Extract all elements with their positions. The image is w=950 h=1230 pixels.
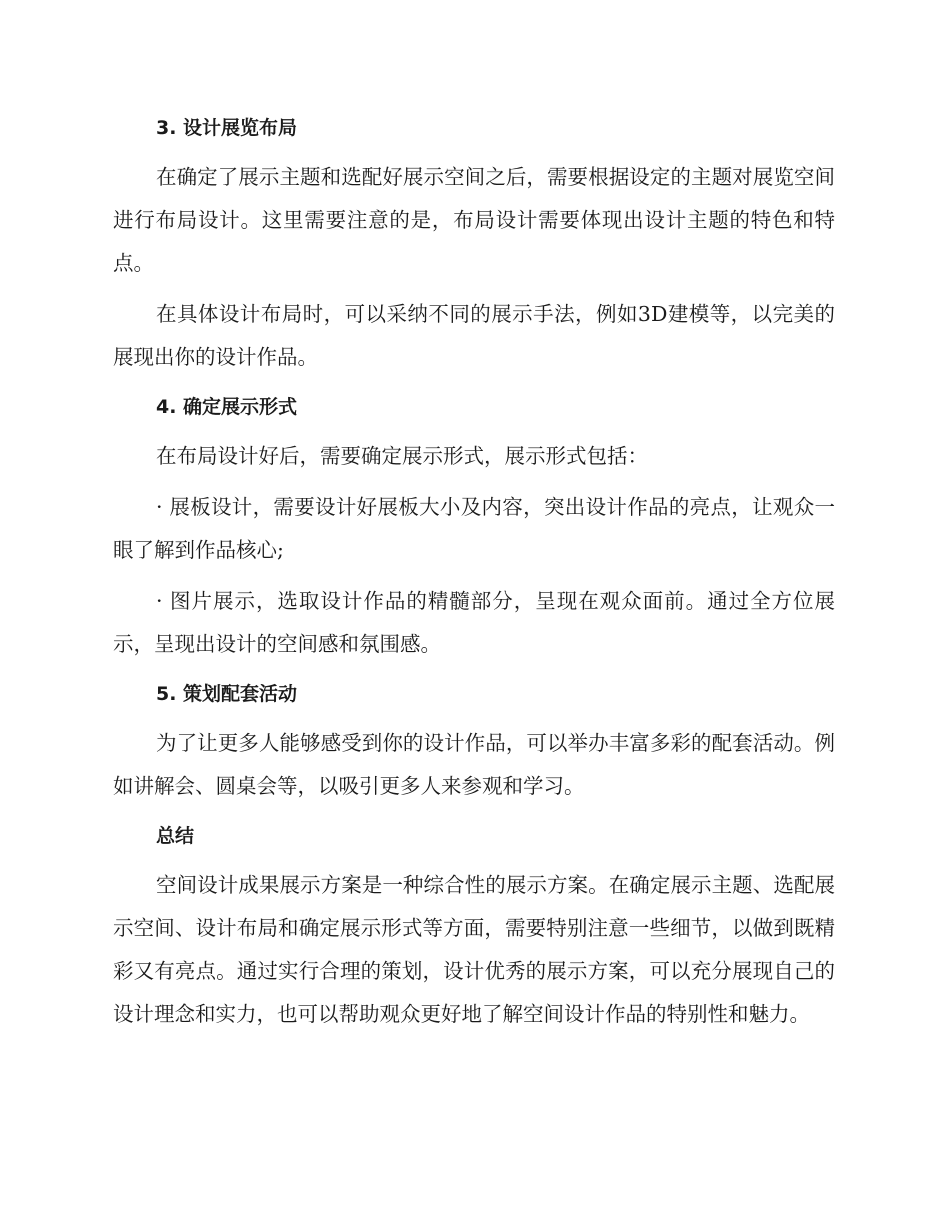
- section-3-paragraph-2: 在具体设计布局时，可以采纳不同的展示手法，例如3D建模等，以完美的展现出你的设计作品。: [113, 302, 835, 369]
- section-4-heading: 4. 确定展示形式: [156, 396, 298, 418]
- section-4-bullet-2: · 图片展示，选取设计作品的精髓部分，呈现在观众面前。通过全方位展示，呈现出设计的空间感和氛围感。: [113, 589, 835, 656]
- section-5-heading: 5. 策划配套活动: [156, 683, 298, 705]
- document-page: [113, 108, 835, 1044]
- summary-heading: 总结: [156, 825, 195, 847]
- section-4-paragraph-1: 在布局设计好后，需要确定展示形式，展示形式包括：: [156, 444, 648, 468]
- section-3-paragraph-1: 在确定了展示主题和选配好展示空间之后，需要根据设定的主题对展览空间进行布局设计。这里需要注意的是，布局设计需要体现出设计主题的特色和特点。: [113, 165, 835, 275]
- section-3-heading: 3. 设计展览布局: [156, 117, 298, 139]
- summary-paragraph: 空间设计成果展示方案是一种综合性的展示方案。在确定展示主题、选配展示空间、设计布局和确定展示形式等方面，需要特别注意一些细节，以做到既精彩又有亮点。通过实行合理的策划，设计优秀的展示方案，可以充分展现自己的设计理念和实力，也可以帮助观众更好地了解空间设计作品的特别性和魅力。: [113, 873, 835, 1026]
- section-4-bullet-1: · 展板设计，需要设计好展板大小及内容，突出设计作品的亮点，让观众一眼了解到作品核心;: [113, 495, 835, 562]
- section-5-paragraph-1: 为了让更多人能够感受到你的设计作品，可以举办丰富多彩的配套活动。例如讲解会、圆桌会等，以吸引更多人来参观和学习。: [113, 731, 835, 798]
